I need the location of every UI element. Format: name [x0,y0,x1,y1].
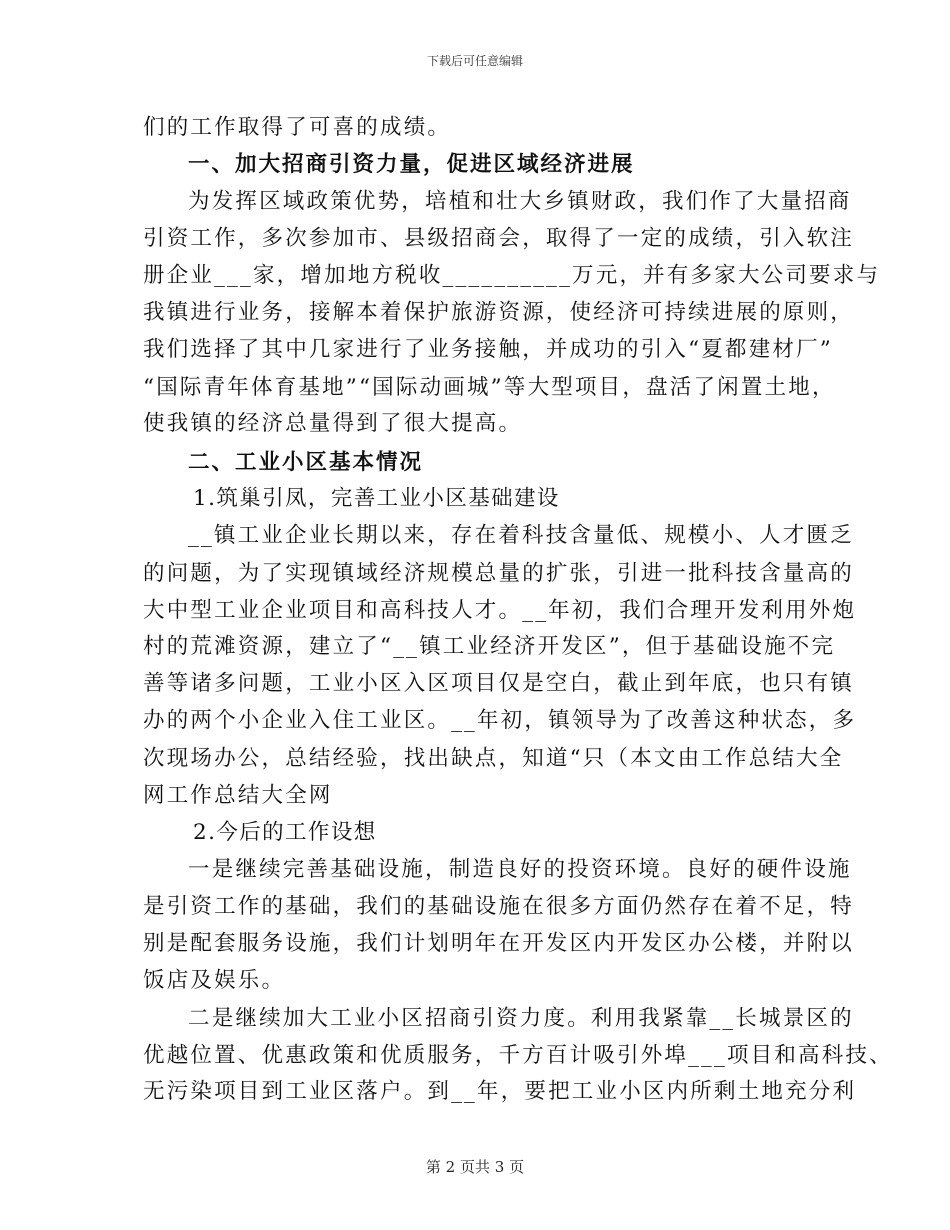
body-line-14: 大中型工业企业项目和高科技人才。__年初，我们合理开发利用外炮 [143,598,857,623]
body-line-24: 饭店及娱乐。 [143,968,286,993]
body-line-23: 别是配套服务设施，我们计划明年在开发区内开发区办公楼，并附以 [143,931,855,956]
body-line-13: 的问题，为了实现镇域经济规模总量的扩张，引进一批科技含量高的 [143,561,855,586]
page-number-footer: 第 2 页共 3 页 [425,1158,525,1176]
section-heading-1: 一、加大招商引资力量，促进区域经济进展 [188,152,635,177]
body-line-16: 善等诸多问题，工业小区入区项目仅是空白，截止到年底，也只有镇 [143,671,855,696]
body-line-5: 册企业___家，增加地方税收__________万元，并有多家大公司要求与 [143,263,881,288]
body-line-7: 我们选择了其中几家进行了业务接触，并成功的引入“夏都建材厂” [143,337,833,362]
body-line-15: 村的荒滩资源，建立了“__镇工业经济开发区”，但于基础设施不完 [143,634,836,659]
body-line-27: 无污染项目到工业区落户。到__年，要把工业小区内所剩土地充分利 [143,1079,857,1104]
body-line-4: 引资工作，多次参加市、县级招商会，取得了一定的成绩，引入软注 [143,226,855,251]
body-line-21: 一是继续完善基础设施，制造良好的投资环境。良好的硬件设施 [188,857,852,882]
body-line-18: 次现场办公，总结经验，找出缺点，知道“只（本文由工作总结大全 [143,746,844,771]
page-header: 下载后可任意编辑 [426,54,523,68]
body-line-9: 使我镇的经济总量得到了很大提高。 [143,411,523,436]
body-line-19: 网工作总结大全网 [143,783,333,808]
body-line-8: “国际青年体育基地”“国际动画城”等大型项目，盘活了闲置土地， [143,375,836,400]
body-line-22: 是引资工作的基础，我们的基础设施在很多方面仍然存在着不足，特 [143,894,855,919]
body-line-26: 优越位置、优惠政策和优质服务，千方百计吸引外埠___项目和高科技、 [143,1043,893,1068]
body-line-12: __镇工业企业长期以来，存在着科技含量低、规模小、人才匮乏 [188,523,854,548]
subsection-heading-1: 1.筑巢引凤，完善工业小区基础建设 [193,486,560,511]
subsection-heading-2: 2.今后的工作设想 [193,820,377,845]
body-line-1: 们的工作取得了可喜的成绩。 [143,115,452,140]
section-heading-2: 二、工业小区基本情况 [188,450,424,475]
body-line-25: 二是继续加大工业小区招商引资力度。利用我紧靠__长城景区的 [188,1006,854,1031]
body-line-17: 办的两个小企业入住工业区。__年初，镇领导为了改善这种状态，多 [143,708,857,733]
body-line-6: 我镇进行业务，接解本着保护旅游资源，使经济可持续进展的原则， [143,300,855,325]
body-line-3: 为发挥区域政策优势，培植和壮大乡镇财政，我们作了大量招商 [188,189,852,214]
